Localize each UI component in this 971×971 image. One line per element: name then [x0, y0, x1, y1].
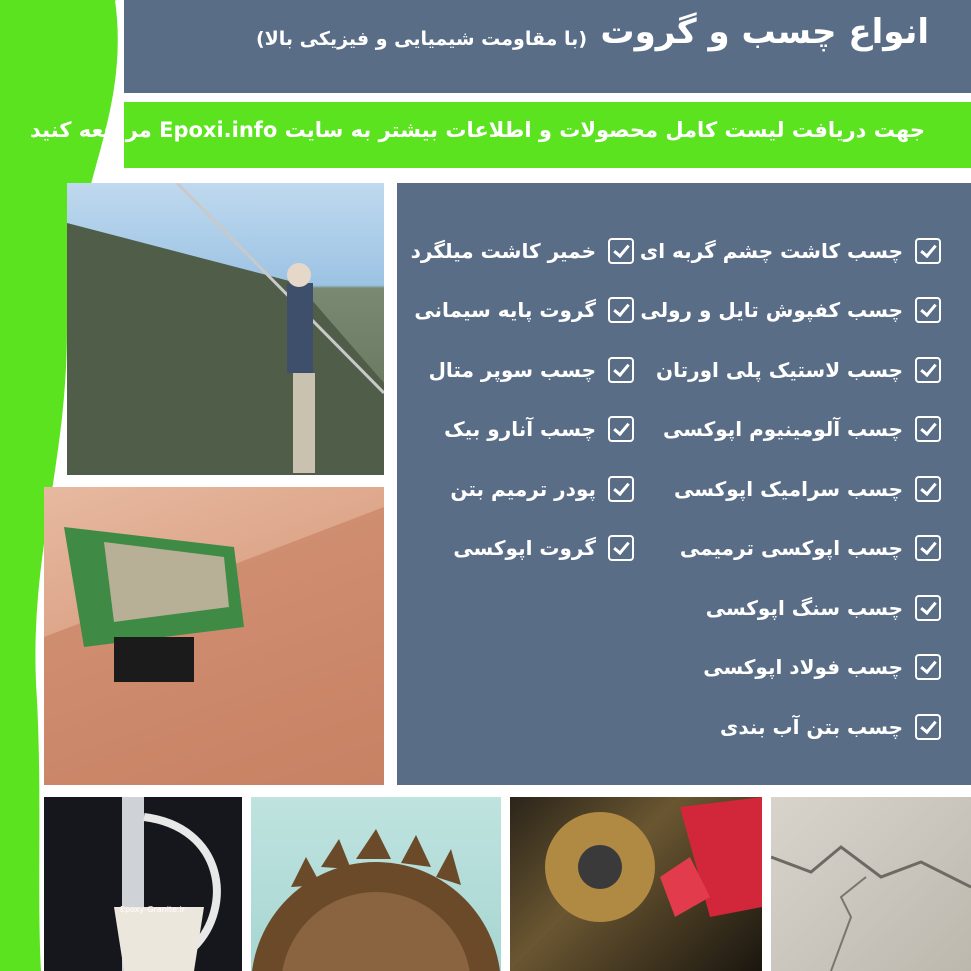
page-subtitle: (با مقاومت شیمیایی و فیزیکی بالا) [255, 28, 587, 50]
list-item: چسب فولاد اپوکسی [640, 638, 941, 698]
list-item: گروت اپوکسی [411, 519, 634, 579]
checkbox-checked-icon [608, 297, 634, 323]
photo-epoxy-cartridge [44, 797, 242, 971]
product-list-left [411, 221, 634, 578]
cartridge-watermark: Epoxy-Granite.ir [120, 905, 186, 914]
list-item: چسب سوپر متال [411, 340, 634, 400]
checkbox-checked-icon [915, 416, 941, 442]
checkbox-checked-icon [915, 535, 941, 561]
photo-gloved-hand-tiling [44, 487, 384, 785]
info-banner-text: جهت دریافت لیست کامل محصولات و اطلاعات بیشتر به سایت Epoxi.info مراجعه کنید [30, 118, 925, 142]
list-item: پودر ترمیم بتن [411, 459, 634, 519]
list-item: خمیر کاشت میلگرد [411, 221, 634, 281]
checkbox-checked-icon [608, 238, 634, 264]
checkbox-checked-icon [915, 714, 941, 740]
list-item: چسب سنگ اپوکسی [640, 578, 941, 638]
checkbox-checked-icon [915, 654, 941, 680]
list-item: چسب اپوکسی ترمیمی [640, 519, 941, 579]
checkbox-checked-icon [915, 357, 941, 383]
list-item: گروت پایه سیمانی [411, 281, 634, 341]
checkbox-checked-icon [608, 416, 634, 442]
list-item: چسب لاستیک پلی اورتان [640, 340, 941, 400]
checkbox-checked-icon [915, 595, 941, 621]
checkbox-checked-icon [608, 535, 634, 561]
checkbox-checked-icon [608, 476, 634, 502]
photo-cracked-concrete [771, 797, 971, 971]
checkbox-checked-icon [915, 476, 941, 502]
list-item: چسب کاشت چشم گربه ای [640, 221, 941, 281]
page-title: انواع چسب و گروت [600, 12, 929, 52]
photo-worker-spraying-wall [67, 183, 384, 475]
list-item: چسب آنارو بیک [411, 400, 634, 460]
checkbox-checked-icon [915, 297, 941, 323]
checkbox-checked-icon [915, 238, 941, 264]
product-list-right [640, 221, 941, 757]
list-item: چسب کفپوش تایل و رولی [640, 281, 941, 341]
list-item: چسب بتن آب بندی [640, 697, 941, 757]
photo-adhesive-bottle [510, 797, 762, 971]
list-item: چسب آلومینیوم اپوکسی [640, 400, 941, 460]
photo-gear-wheel [251, 797, 501, 971]
checkbox-checked-icon [608, 357, 634, 383]
list-item: چسب سرامیک اپوکسی [640, 459, 941, 519]
